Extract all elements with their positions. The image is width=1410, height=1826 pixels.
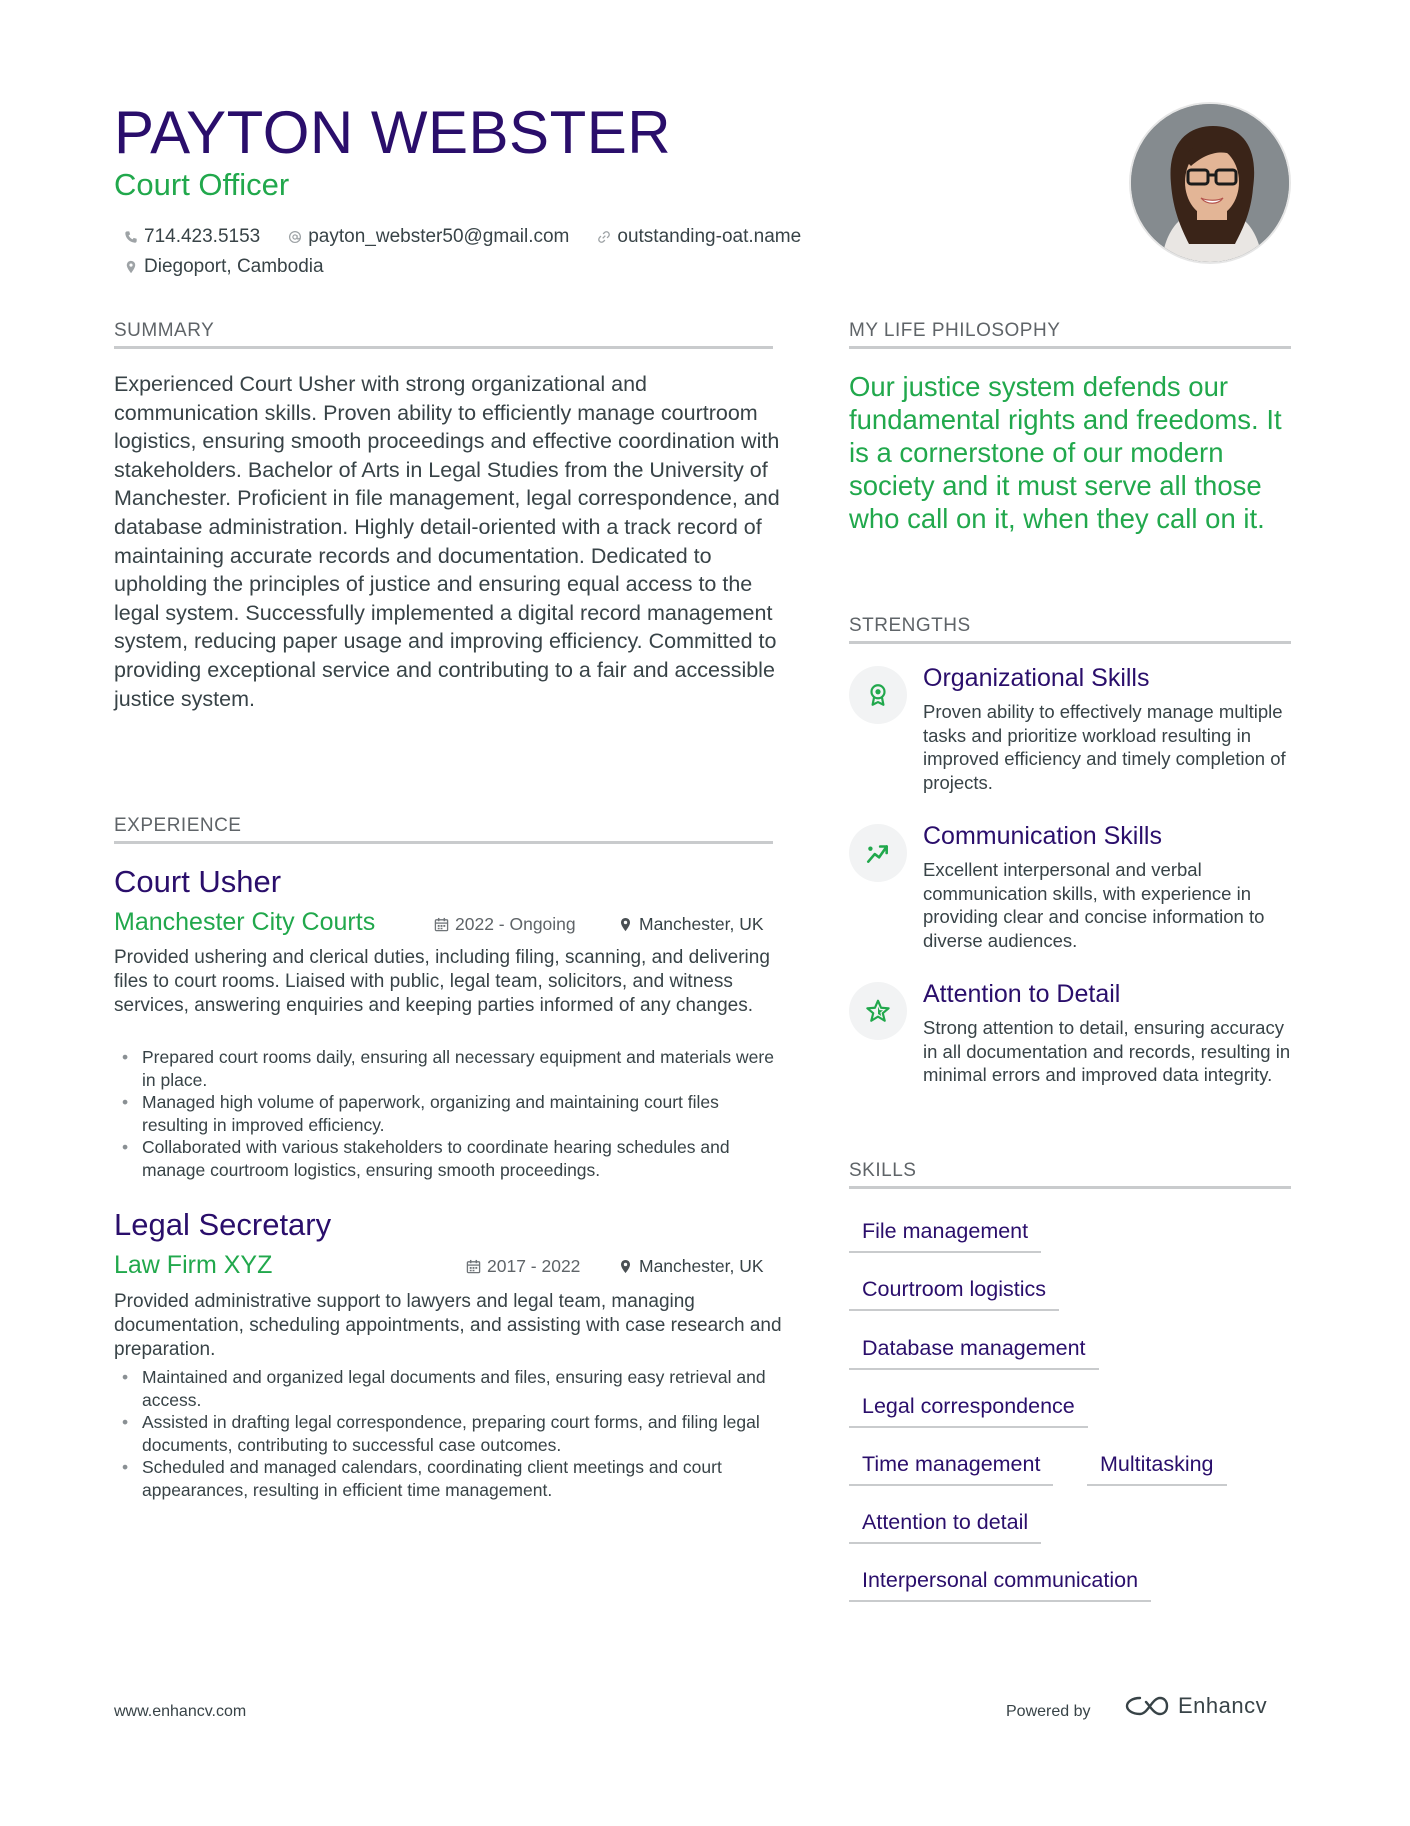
location-item — [124, 256, 324, 278]
powered-by-label: Powered by — [1006, 1703, 1091, 1720]
strength-icon-badge — [849, 666, 907, 724]
list-item: • Managed high volume of paperwork, organizing and maintaining court files resulting in improved efficiency. — [114, 1091, 784, 1136]
philosophy-heading: MY LIFE PHILOSOPHY — [849, 320, 1061, 341]
strength-title: Organizational Skills — [923, 664, 1150, 692]
skills-divider — [849, 1186, 1291, 1189]
job-dates — [466, 1256, 580, 1277]
list-item: • Assisted in drafting legal correspondence, preparing court forms, and filing legal documents, contributing to successful case outcomes. — [114, 1411, 784, 1456]
skill-tag: Legal correspondence — [849, 1388, 1088, 1428]
link-icon — [597, 230, 611, 244]
list-item: • Prepared court rooms daily, ensuring all necessary equipment and materials were in place. — [114, 1046, 784, 1091]
job-location-text: Manchester, UK — [639, 1256, 764, 1276]
philosophy-divider — [849, 346, 1291, 349]
list-item: • Collaborated with various stakeholders to coordinate hearing schedules and manage courtroom logistics, ensuring smooth proceedings. — [114, 1136, 784, 1181]
candidate-role: Court Officer — [114, 167, 290, 202]
job-title: Court Usher — [114, 864, 282, 899]
list-item: • Scheduled and managed calendars, coordinating client meetings and court appearances, resulting in efficient time management. — [114, 1456, 784, 1501]
strength-item — [849, 980, 1299, 1120]
website-text[interactable]: outstanding-oat.name — [617, 226, 802, 247]
email-item[interactable] — [288, 226, 569, 248]
skill-tag: Attention to detail — [849, 1504, 1041, 1544]
contact-info — [124, 222, 924, 282]
summary-heading: SUMMARY — [114, 320, 215, 341]
strengths-heading: STRENGTHS — [849, 615, 971, 636]
enhancv-logo[interactable] — [1124, 1692, 1267, 1720]
job-bullets — [114, 1046, 784, 1181]
job-description: Provided ushering and clerical duties, including filing, scanning, and delivering files to court rooms. Liaised with public, legal team, solicitors, and witness services, answering enquiries and keeping parties informed of any changes. — [114, 947, 770, 1016]
location-text: Diegoport, Cambodia — [144, 256, 324, 277]
strength-item — [849, 822, 1299, 962]
company-name: Manchester City Courts — [114, 908, 376, 936]
job-location — [618, 1256, 764, 1277]
job-bullets — [114, 1366, 784, 1501]
strength-description: Strong attention to detail, ensuring accuracy in all documentation and records, resulting in minimal errors and improved data integrity. — [923, 1017, 1291, 1085]
summary-divider — [114, 346, 773, 349]
job-dates-text: 2017 - 2022 — [487, 1256, 581, 1276]
strength-description: Excellent interpersonal and verbal communication skills, with experience in providing clear and concise information to diverse audiences. — [923, 859, 1265, 951]
summary-text: Experienced Court Usher with strong organizational and communication skills. Proven ability to efficiently manage courtroom logistics, ensuring smooth proceedings and effective coordination with stakeholders. Bachelor of Arts in Legal Studies from the University of Manchester. Proficient in file management, legal correspondence, and database administration. Highly detail-oriented with a track record of maintaining accurate records and documentation. Dedicated to upholding the principles of justice and ensuring equal access to the legal system. Successfully implemented a digital record management system, reducing paper usage and improving efficiency. Committed to providing exceptional service and contributing to a fair and accessible justice system. — [114, 372, 780, 711]
skill-tag: Interpersonal communication — [849, 1562, 1151, 1602]
enhancv-logo-icon — [1124, 1692, 1170, 1720]
job-dates — [434, 914, 576, 935]
star-icon — [865, 998, 891, 1024]
skill-tag: Courtroom logistics — [849, 1271, 1059, 1311]
strength-title: Communication Skills — [923, 822, 1162, 850]
award-icon — [865, 682, 891, 708]
experience-divider — [114, 841, 773, 844]
strength-description: Proven ability to effectively manage multiple tasks and prioritize workload resulting in improved efficiency and timely completion of projects. — [923, 701, 1286, 793]
skills-heading: SKILLS — [849, 1160, 917, 1181]
phone-item — [124, 226, 260, 248]
phone-text: 714.423.5153 — [144, 226, 261, 247]
profile-photo — [1129, 102, 1291, 264]
at-icon — [288, 230, 302, 244]
calendar-icon — [466, 1259, 481, 1274]
philosophy-quote: Our justice system defends our fundamental rights and freedoms. It is a cornerstone of our modern society and it must serve all those who call on it, when they call on it. — [849, 371, 1282, 534]
skill-tag: Time management — [849, 1446, 1053, 1486]
website-item[interactable] — [597, 226, 801, 248]
enhancv-brand-text: Enhancv — [1178, 1693, 1268, 1718]
strengths-divider — [849, 641, 1291, 644]
location-pin-icon — [124, 260, 138, 274]
location-pin-icon — [618, 917, 633, 932]
skill-tag: File management — [849, 1213, 1041, 1253]
job-location — [618, 914, 764, 935]
footer-website-link[interactable]: www.enhancv.com — [114, 1703, 247, 1720]
strength-icon-badge — [849, 824, 907, 882]
skill-tag: Database management — [849, 1330, 1099, 1370]
strength-title: Attention to Detail — [923, 980, 1121, 1008]
candidate-name: PAYTON WEBSTER — [114, 99, 672, 166]
job-title: Legal Secretary — [114, 1207, 332, 1242]
job-location-text: Manchester, UK — [639, 914, 764, 934]
email-text[interactable]: payton_webster50@gmail.com — [308, 226, 570, 247]
experience-heading: EXPERIENCE — [114, 815, 242, 836]
trend-icon — [865, 840, 891, 866]
list-item: • Maintained and organized legal documents and files, ensuring easy retrieval and access. — [114, 1366, 784, 1411]
phone-icon — [124, 230, 138, 244]
company-name: Law Firm XYZ — [114, 1251, 273, 1279]
job-dates-text: 2022 - Ongoing — [455, 914, 576, 934]
job-description: Provided administrative support to lawyers and legal team, managing documentation, scheduling appointments, and assisting with case research and preparation. — [114, 1291, 782, 1360]
calendar-icon — [434, 917, 449, 932]
skill-tag: Multitasking — [1087, 1446, 1227, 1486]
strength-item — [849, 664, 1299, 804]
location-pin-icon — [618, 1259, 633, 1274]
strength-icon-badge — [849, 982, 907, 1040]
